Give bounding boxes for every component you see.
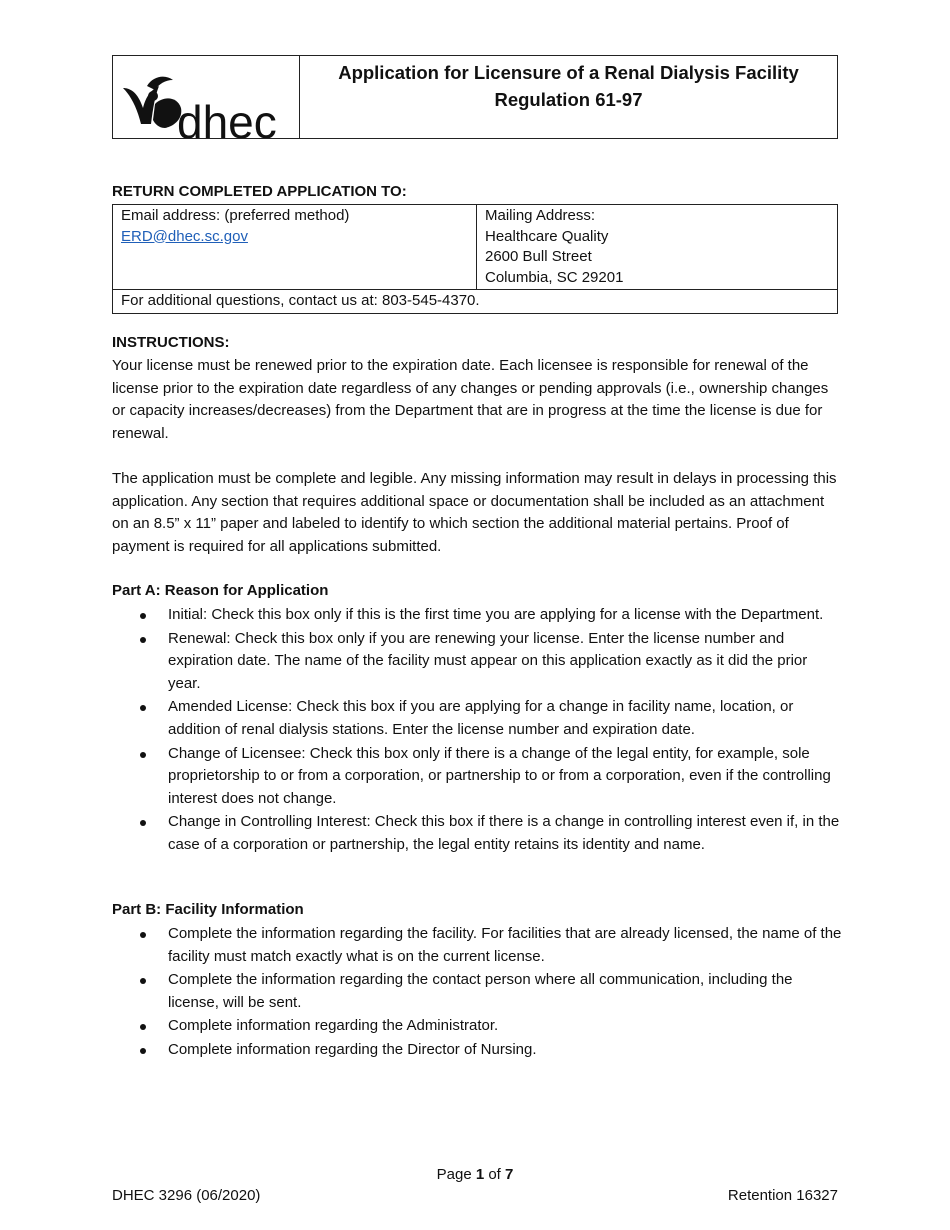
list-item: Amended License: Check this box if you are applying for a change in facility name, location, or addition of renal dialysis stations. Enter the license number and expiration date. xyxy=(112,696,842,741)
dhec-logo-icon xyxy=(119,74,299,138)
title-line-2: Regulation 61-97 xyxy=(494,89,643,110)
mailing-cell xyxy=(477,205,838,290)
bullet-icon xyxy=(140,637,146,643)
bullet-icon xyxy=(140,613,146,619)
instructions-heading: INSTRUCTIONS: xyxy=(112,334,230,351)
return-address-table xyxy=(112,204,838,314)
bullet-icon xyxy=(140,1048,146,1054)
instructions-paragraph-2: The application must be complete and legible. Any missing information may result in delays in processing this application. Any section that requires additional space or documentation shall be included as an attachment on an 8.5” x 11” paper and labeled to identify to which section the additional material pertains. Proof of payment is required for all applications submitted. xyxy=(112,470,837,555)
mailing-line-1: Mailing Address: xyxy=(485,207,596,224)
bullet-icon xyxy=(140,1024,146,1030)
part-a-heading: Part A: Reason for Application xyxy=(112,582,329,599)
list-item: Complete information regarding the Administrator. xyxy=(112,1015,842,1038)
document-title xyxy=(300,56,837,138)
list-item: Initial: Check this box only if this is the first time you are applying for a license with the Department. xyxy=(112,604,842,627)
mailing-line-3: 2600 Bull Street xyxy=(485,248,592,265)
list-item: Complete the information regarding the facility. For facilities that are already licensed, the name of the facility must match exactly what is on the current license. xyxy=(112,923,842,968)
email-link[interactable]: ERD@dhec.sc.gov xyxy=(121,227,248,245)
svg-text:dhec: dhec xyxy=(177,96,277,140)
email-label: Email address: (preferred method) xyxy=(121,207,350,224)
list-item: Change in Controlling Interest: Check this box if there is a change in controlling interest even if, in the case of a corporation or partnership, the legal entity retains its identity and name. xyxy=(112,811,842,856)
list-item: Complete information regarding the Director of Nursing. xyxy=(112,1039,842,1062)
document-header xyxy=(112,55,838,139)
list-item: Renewal: Check this box only if you are renewing your license. Enter the license number and expiration date. The name of the facility must appear on this application exactly as it did the prior year. xyxy=(112,628,842,696)
retention-number: Retention 16327 xyxy=(727,1187,838,1204)
bullet-icon xyxy=(140,705,146,711)
return-heading: RETURN COMPLETED APPLICATION TO: xyxy=(112,183,407,200)
part-b-heading: Part B: Facility Information xyxy=(112,901,304,918)
bullet-icon xyxy=(140,932,146,938)
bullet-icon xyxy=(140,752,146,758)
list-item: Change of Licensee: Check this box only if there is a change of the legal entity, for example, sole proprietorship to or from a corporation, or partnership to or from a corporation, even if the controlling interest does not change. xyxy=(112,743,842,811)
title-line-1: Application for Licensure of a Renal Dialysis Facility xyxy=(338,62,799,83)
list-item: Complete the information regarding the contact person where all communication, including the license, will be sent. xyxy=(112,969,842,1014)
bullet-icon xyxy=(140,820,146,826)
bullet-icon xyxy=(140,978,146,984)
dhec-logo xyxy=(113,56,300,138)
page-number: Page 1 of 7 xyxy=(436,1166,514,1183)
contact-line: For additional questions, contact us at: 803-545-4370. xyxy=(113,290,838,314)
mailing-line-4: Columbia, SC 29201 xyxy=(485,268,624,286)
part-a-list xyxy=(112,604,842,858)
mailing-line-2: Healthcare Quality xyxy=(485,227,609,245)
instructions-paragraph-1: Your license must be renewed prior to the expiration date. Each licensee is responsible for renewal of the license prior to the expiration date regardless of any changes or pending approvals (i.e., ownership changes or capacity increases/decreases) from the Department that are in progress at the time the license is due for renewal. xyxy=(112,357,829,442)
form-id: DHEC 3296 (06/2020) xyxy=(112,1187,261,1204)
part-b-list xyxy=(112,923,842,1063)
email-cell xyxy=(113,205,477,290)
